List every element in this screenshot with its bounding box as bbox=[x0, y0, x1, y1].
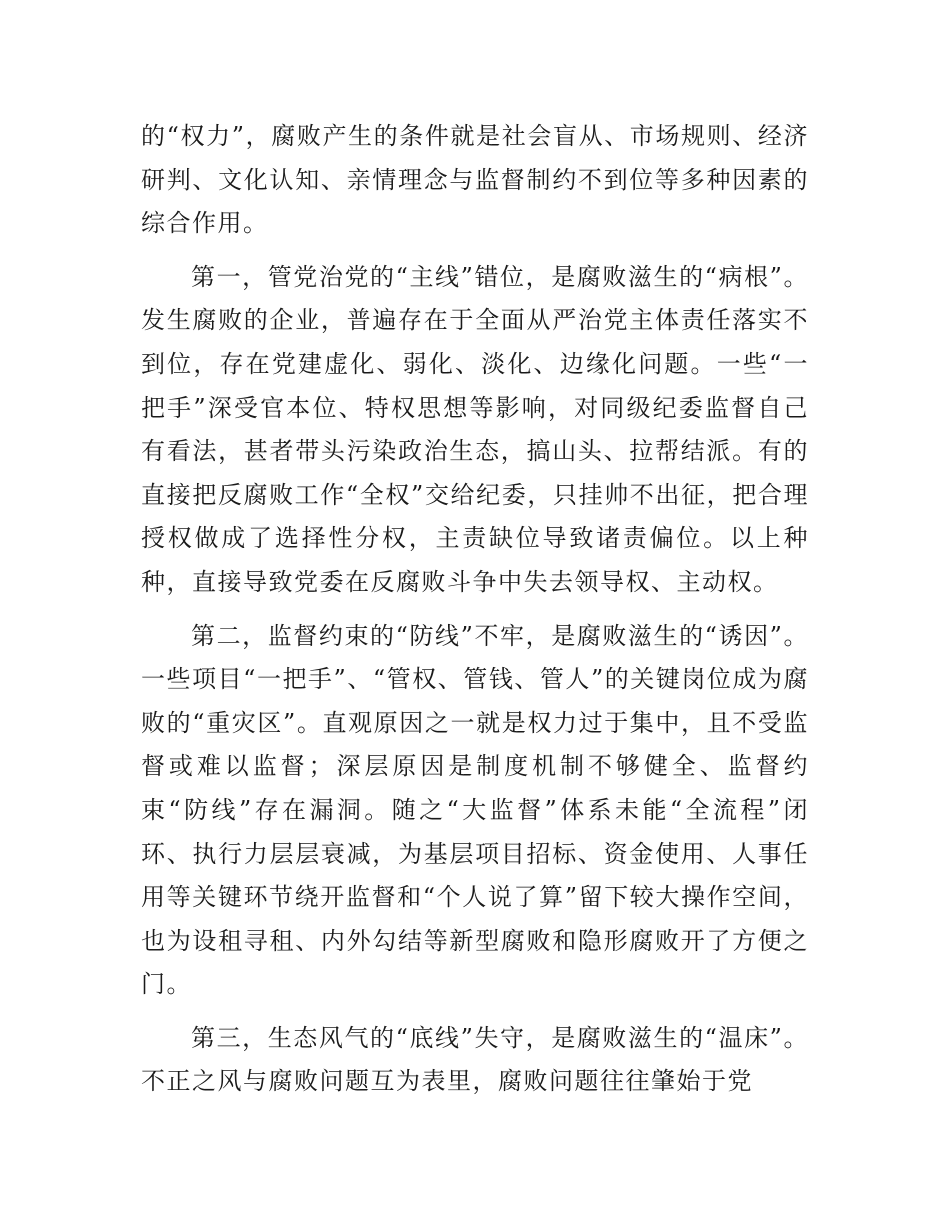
paragraph-continuation: 的“权力”，腐败产生的条件就是社会盲从、市场规则、经济研判、文化认知、亲情理念与监督制约不到位等多种因素的综合作用。 bbox=[141, 122, 809, 238]
document-page bbox=[141, 115, 809, 1104]
paragraph-first-point: 第一，管党治党的“主线”错位，是腐败滋生的“病根”。发生腐败的企业，普遍存在于全面从严治党主体责任落实不到位，存在党建虚化、弱化、淡化、边缘化问题。一些“一把手”深受官本位、特权思想等影响，对同级纪委监督自己有看法，甚者带头污染政治生态，搞山头、拉帮结派。有的直接把反腐败工作“全权”交给纪委，只挂帅不出征，把合理授权做成了选择性分权，主责缺位导致诸责偏位。以上种种，直接导致党委在反腐败斗争中失去领导权、主动权。 bbox=[141, 262, 809, 596]
paragraph-second-point: 第二，监督约束的“防线”不牢，是腐败滋生的“诱因”。一些项目“一把手”、“管权、管钱、管人”的关键岗位成为腐败的“重灾区”。直观原因之一就是权力过于集中，且不受监督或难以监督；深层原因是制度机制不够健全、监督约束“防线”存在漏洞。随之“大监督”体系未能“全流程”闭环、执行力层层衰减，为基层项目招标、资金使用、人事任用等关键环节绕开监督和“个人说了算”留下较大操作空间，也为设租寻租、内外勾结等新型腐败和隐形腐败开了方便之门。 bbox=[141, 621, 809, 999]
paragraph-third-point: 第三，生态风气的“底线”失守，是腐败滋生的“温床”。不正之风与腐败问题互为表里，腐败问题往往肇始于党 bbox=[141, 1023, 809, 1096]
